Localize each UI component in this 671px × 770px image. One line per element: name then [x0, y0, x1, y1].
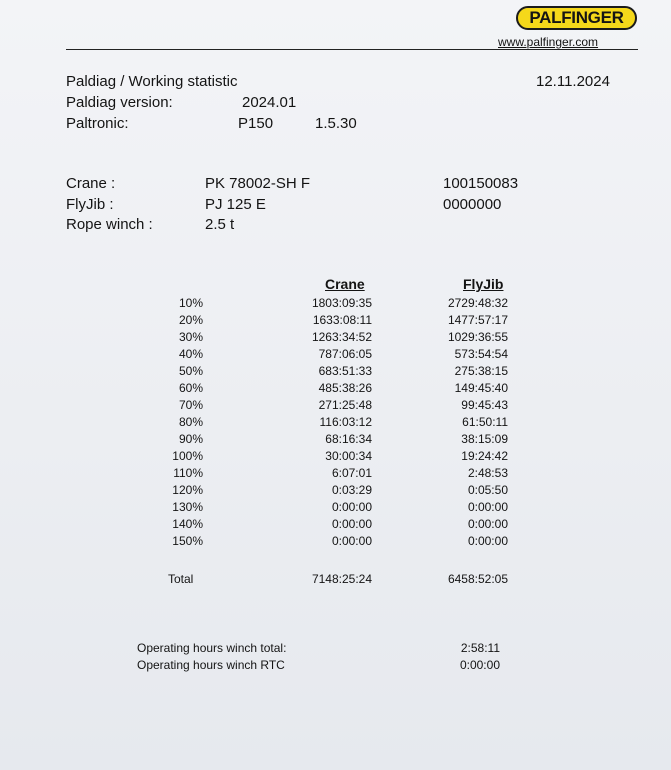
document-title: Paldiag / Working statistic: [66, 73, 238, 90]
load-cell: 120%: [172, 483, 203, 497]
flyjib-hours-cell: 1029:36:55: [447, 330, 508, 344]
crane-label: Crane :: [66, 175, 116, 192]
winch-total-value: 2:58:11: [460, 641, 500, 655]
flyjib-hours-cell: 1477:57:17: [447, 313, 508, 327]
crane-hours-cell: 6:07:01: [331, 466, 372, 480]
paltronic-model: P150: [238, 115, 274, 132]
flyjib-hours-cell: 38:15:09: [461, 432, 508, 446]
crane-hours-cell: 0:03:29: [331, 483, 372, 497]
crane-hours-cell: 0:00:00: [331, 500, 372, 514]
crane-hours-cell: 68:16:34: [325, 432, 372, 446]
load-cell: 110%: [173, 466, 203, 480]
winch-total-label: Operating hours winch total:: [137, 641, 287, 655]
winch-rtc-value: 0:00:00: [459, 658, 500, 672]
flyjib-hours-cell: 2:48:53: [467, 466, 508, 480]
crane-hours-cell: 1263:34:52: [311, 330, 372, 344]
flyjib-hours-cell: 99:45:43: [461, 398, 508, 412]
crane-hours-cell: 0:00:00: [331, 534, 372, 548]
flyjib-model: PJ 125 E: [205, 196, 266, 213]
load-cell: 70%: [178, 398, 203, 412]
crane-hours-cell: 30:00:34: [325, 449, 372, 463]
flyjib-hours-cell: 0:05:50: [467, 483, 508, 497]
load-cell: 150%: [172, 534, 203, 548]
winch-capacity: 2.5 t: [205, 216, 235, 233]
crane-hours-cell: 787:06:05: [318, 347, 372, 361]
winch-rtc-label: Operating hours winch RTC: [137, 658, 285, 672]
flyjib-hours-cell: 149:45:40: [454, 381, 508, 395]
flyjib-hours-cell: 19:24:42: [461, 449, 508, 463]
crane-serial: 100150083: [443, 175, 519, 192]
report-date: 12.11.2024: [536, 73, 610, 90]
load-cell: 100%: [172, 449, 203, 463]
flyjib-hours-cell: 275:38:15: [454, 364, 508, 378]
crane-hours-cell: 683:51:33: [318, 364, 372, 378]
load-cell: 130%: [172, 500, 203, 514]
crane-hours-cell: 1633:08:11: [312, 313, 372, 327]
flyjib-hours-cell: 2729:48:32: [447, 296, 508, 310]
load-cell: 30%: [178, 330, 203, 344]
version-label: Paldiag version:: [66, 94, 173, 111]
load-cell: 40%: [178, 347, 203, 361]
version-value: 2024.01: [242, 94, 297, 111]
palfinger-logo: PALFINGER: [516, 6, 637, 30]
paltronic-version: 1.5.30: [315, 115, 357, 132]
load-cell: 20%: [178, 313, 203, 327]
flyjib-hours-cell: 61:50:11: [462, 415, 508, 429]
flyjib-label: FlyJib :: [66, 196, 114, 213]
flyjib-hours-cell: 0:00:00: [467, 517, 508, 531]
column-header-crane: Crane: [325, 276, 365, 292]
flyjib-hours-cell: 573:54:54: [454, 347, 508, 361]
flyjib-hours-cell: 0:00:00: [467, 534, 508, 548]
total-crane: 7148:25:24: [311, 572, 372, 586]
crane-hours-cell: 1803:09:35: [311, 296, 372, 310]
load-cell: 10%: [178, 296, 203, 310]
crane-hours-cell: 271:25:48: [318, 398, 372, 412]
header-divider: [66, 49, 638, 50]
website-url: www.palfinger.com: [498, 35, 599, 49]
flyjib-hours-cell: 0:00:00: [467, 500, 508, 514]
crane-model: PK 78002-SH F: [205, 175, 311, 192]
load-cell: 60%: [178, 381, 203, 395]
paltronic-label: Paltronic:: [66, 115, 129, 132]
crane-hours-cell: 0:00:00: [331, 517, 372, 531]
load-cell: 80%: [178, 415, 203, 429]
total-flyjib: 6458:52:05: [447, 572, 508, 586]
load-cell: 90%: [178, 432, 203, 446]
load-cell: 50%: [178, 364, 203, 378]
column-header-flyjib: FlyJib: [463, 276, 504, 292]
winch-label: Rope winch :: [66, 216, 153, 233]
flyjib-serial: 0000000: [443, 196, 502, 213]
crane-hours-cell: 485:38:26: [318, 381, 372, 395]
total-label: Total: [168, 572, 194, 586]
load-cell: 140%: [172, 517, 203, 531]
crane-hours-cell: 116:03:12: [319, 415, 372, 429]
